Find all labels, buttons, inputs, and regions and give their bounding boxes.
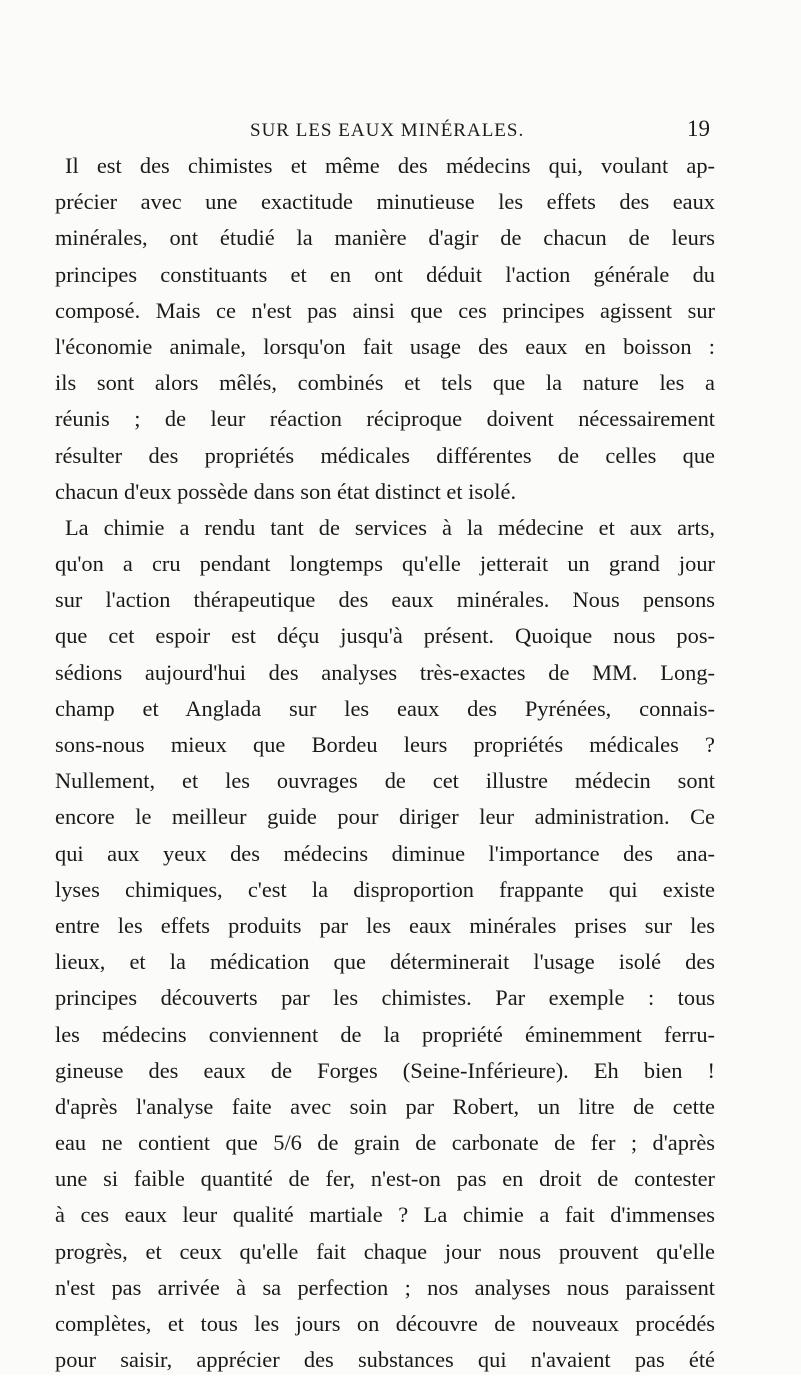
text-line: n'est pas arrivée à sa perfection ; nos analyses nous paraissent [55, 1274, 715, 1300]
text-line: une si faible quantité de fer, n'est-on pas en droit de contester [55, 1166, 715, 1192]
text-line: réunis ; de leur réaction réciproque doivent nécessairement [55, 406, 715, 432]
text-line: sons-nous mieux que Bordeu leurs propriétés médicales ? [55, 732, 715, 757]
text-line: Nullement, et les ouvrages de cet illustre médecin sont [55, 768, 715, 794]
text-line: encore le meilleur guide pour diriger leur administration. Ce [55, 804, 715, 830]
text-line: sédions aujourd'hui des analyses très-exactes de MM. Long- [55, 659, 715, 685]
text-line: d'après l'analyse faite avec soin par Robert, un litre de cette [55, 1093, 715, 1119]
text-line: champ et Anglada sur les eaux des Pyrénées, connais- [55, 695, 715, 721]
text-line: complètes, et tous les jours on découvre de nouveaux procédés [55, 1311, 715, 1336]
text-line: La chimie a rendu tant de services à la médecine et aux arts, [65, 514, 715, 540]
page-number: 19 [687, 116, 710, 141]
text-line: Il est des chimistes et même des médecins qui, voulant ap- [65, 153, 715, 178]
text-line: l'économie animale, lorsqu'on fait usage des eaux en boisson : [55, 333, 715, 359]
text-line: sur l'action thérapeutique des eaux minérales. Nous pensons [55, 587, 715, 613]
text-line: les médecins conviennent de la propriété éminemment ferru- [55, 1021, 715, 1047]
running-head [250, 116, 710, 150]
running-title: SUR LES EAUX MINÉRALES. [250, 120, 525, 141]
text-line: progrès, et ceux qu'elle fait chaque jour nous prouvent qu'elle [55, 1238, 715, 1264]
text-line: qui aux yeux des médecins diminue l'importance des ana- [55, 840, 715, 866]
text-line: ils sont alors mêlés, combinés et tels que la nature les a [55, 370, 715, 396]
text-line: qu'on a cru pendant longtemps qu'elle jetterait un grand jour [55, 551, 715, 577]
text-line: gineuse des eaux de Forges (Seine-Inférieure). Eh bien ! [55, 1057, 715, 1083]
text-line: entre les effets produits par les eaux minérales prises sur les [55, 912, 715, 938]
text-line: minérales, ont étudié la manière d'agir de chacun de leurs [55, 225, 715, 251]
body-text [55, 148, 715, 1378]
text-line: lieux, et la médication que déterminerait l'usage isolé des [55, 949, 715, 975]
text-line: pour saisir, apprécier des substances qui n'avaient pas été [55, 1347, 715, 1373]
text-line: principes constituants et en ont déduit l'action générale du [55, 261, 715, 287]
text-line: à ces eaux leur qualité martiale ? La chimie a fait d'immenses [55, 1202, 715, 1228]
text-line: eau ne contient que 5/6 de grain de carbonate de fer ; d'après [55, 1130, 715, 1156]
text-line: principes découverts par les chimistes. Par exemple : tous [55, 985, 715, 1011]
text-line: précier avec une exactitude minutieuse les effets des eaux [55, 189, 715, 215]
text-line: composé. Mais ce n'est pas ainsi que ces principes agissent sur [55, 297, 715, 323]
text-line: lyses chimiques, c'est la disproportion frappante qui existe [55, 876, 715, 902]
text-line: chacun d'eux possède dans son état distinct et isolé. [55, 478, 517, 504]
text-line: que cet espoir est déçu jusqu'à présent. Quoique nous pos- [55, 623, 715, 649]
text-line: résulter des propriétés médicales différentes de celles que [55, 442, 715, 468]
